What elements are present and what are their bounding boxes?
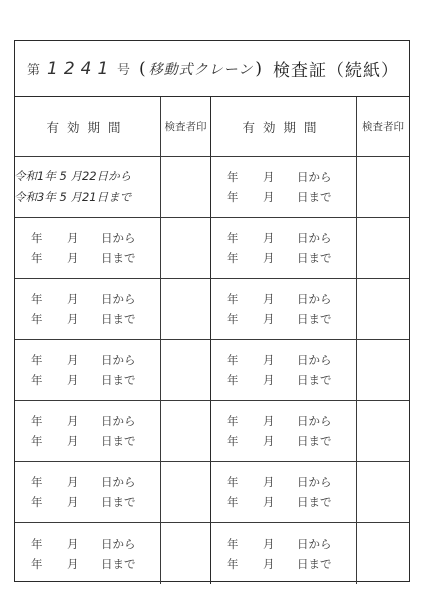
month-unit: 月 <box>263 231 275 245</box>
from-unit: 日から <box>101 353 136 367</box>
from-unit: 日から <box>297 231 332 245</box>
month-unit: 月 <box>67 231 79 245</box>
period-cell-left-6 <box>15 462 161 523</box>
until-unit: 日まで <box>101 251 136 265</box>
stamp-cell-right-4 <box>357 340 409 401</box>
year-unit: 年 <box>227 373 239 387</box>
month-unit: 月 <box>67 414 79 428</box>
until-date-line <box>227 370 356 390</box>
year-unit: 年 <box>31 536 43 551</box>
until-date-line <box>227 554 356 574</box>
month-unit: 月 <box>263 312 275 326</box>
period-cell-right-1 <box>211 157 357 218</box>
month-unit: 月 <box>263 292 275 306</box>
stamp-column-header-right: 検査者印 <box>357 97 409 157</box>
period-cell-right-3 <box>211 279 357 340</box>
year-unit: 年 <box>227 170 239 184</box>
until-date-line <box>31 248 160 268</box>
inspection-certificate-continuation-sheet <box>14 40 410 582</box>
month-unit: 月 <box>67 495 79 509</box>
from-unit: 日から <box>297 353 332 367</box>
until-unit: 日まで <box>101 495 136 509</box>
year-unit: 年 <box>227 495 239 509</box>
month-unit: 月 <box>67 373 79 387</box>
validity-grid <box>15 97 409 583</box>
month-unit: 月 <box>67 475 79 489</box>
year-unit: 年 <box>227 475 239 489</box>
until-date-line <box>31 309 160 329</box>
month-unit: 月 <box>67 434 79 448</box>
year-unit: 年 <box>227 414 239 428</box>
from-unit: 日から <box>297 475 332 489</box>
month-unit: 月 <box>263 170 275 184</box>
until-date-line <box>227 309 356 329</box>
stamp-cell-right-2 <box>357 218 409 279</box>
stamp-cell-left-5 <box>161 401 211 462</box>
stamp-cell-right-7 <box>357 523 409 584</box>
year-unit: 年 <box>227 231 239 245</box>
from-unit: 日から <box>297 414 332 428</box>
year-unit: 年 <box>31 373 43 387</box>
until-date-line <box>227 492 356 512</box>
number-suffix: 号 <box>117 63 132 78</box>
month-unit: 月 <box>263 434 275 448</box>
year-unit: 年 <box>227 190 239 204</box>
until-date-line <box>227 187 356 207</box>
until-unit: 日まで <box>101 556 136 571</box>
month-unit: 月 <box>263 190 275 204</box>
from-unit: 日から <box>297 536 332 551</box>
year-unit: 年 <box>31 495 43 509</box>
month-unit: 月 <box>263 353 275 367</box>
until-unit: 日まで <box>101 434 136 448</box>
year-unit: 年 <box>31 231 43 245</box>
until-date-line <box>31 492 160 512</box>
stamp-cell-left-4 <box>161 340 211 401</box>
sheet-title: 検査証（続紙） <box>273 61 400 81</box>
from-unit: 日から <box>101 475 136 489</box>
until-unit: 日まで <box>297 312 332 326</box>
year-unit: 年 <box>31 251 43 265</box>
until-date-line <box>31 370 160 390</box>
from-date-line <box>227 534 356 554</box>
from-date-line <box>227 350 356 370</box>
stamp-cell-left-2 <box>161 218 211 279</box>
month-unit: 月 <box>263 414 275 428</box>
from-date-line <box>31 289 160 309</box>
paren-open: ( <box>139 58 147 79</box>
period-cell-left-1 <box>15 157 161 218</box>
period-cell-right-2 <box>211 218 357 279</box>
from-date-line <box>227 167 356 187</box>
period-cell-right-5 <box>211 401 357 462</box>
year-unit: 年 <box>227 353 239 367</box>
year-unit: 年 <box>31 312 43 326</box>
from-date-line <box>227 289 356 309</box>
month-unit: 月 <box>67 312 79 326</box>
until-unit: 日まで <box>297 190 332 204</box>
year-unit: 年 <box>31 556 43 571</box>
period-cell-left-5 <box>15 401 161 462</box>
until-unit: 日まで <box>101 373 136 387</box>
period-cell-right-6 <box>211 462 357 523</box>
month-unit: 月 <box>263 556 275 571</box>
from-unit: 日から <box>101 292 136 306</box>
sheet-header <box>15 41 409 97</box>
until-unit: 日まで <box>297 556 332 571</box>
from-date-line <box>227 472 356 492</box>
until-unit: 日まで <box>297 373 332 387</box>
month-unit: 月 <box>263 475 275 489</box>
month-unit: 月 <box>263 495 275 509</box>
stamp-cell-left-3 <box>161 279 211 340</box>
until-date-line <box>227 431 356 451</box>
until-unit: 日まで <box>297 495 332 509</box>
year-unit: 年 <box>227 312 239 326</box>
from-unit: 日から <box>101 414 136 428</box>
stamp-cell-right-5 <box>357 401 409 462</box>
year-unit: 年 <box>31 434 43 448</box>
from-unit: 日から <box>101 231 136 245</box>
year-unit: 年 <box>31 475 43 489</box>
number-prefix: 第 <box>27 63 42 78</box>
stamp-cell-left-1 <box>161 157 211 218</box>
until-date-line <box>31 431 160 451</box>
month-unit: 月 <box>67 353 79 367</box>
month-unit: 月 <box>67 292 79 306</box>
from-unit: 日から <box>297 292 332 306</box>
year-unit: 年 <box>31 353 43 367</box>
from-unit: 日から <box>297 170 332 184</box>
from-unit: 日から <box>101 536 136 551</box>
stamp-cell-right-1 <box>357 157 409 218</box>
stamp-cell-right-3 <box>357 279 409 340</box>
handwritten-from-date: 令和1年 5 月22日から <box>14 169 132 183</box>
period-cell-left-4 <box>15 340 161 401</box>
until-unit: 日まで <box>297 434 332 448</box>
from-date-line <box>31 472 160 492</box>
until-date-line <box>31 554 160 574</box>
month-unit: 月 <box>263 536 275 551</box>
from-date-line <box>31 350 160 370</box>
month-unit: 月 <box>67 536 79 551</box>
stamp-column-header-left: 検査者印 <box>161 97 211 157</box>
period-cell-left-2 <box>15 218 161 279</box>
year-unit: 年 <box>31 292 43 306</box>
from-date-line <box>31 228 160 248</box>
from-date-line <box>227 411 356 431</box>
period-cell-right-4 <box>211 340 357 401</box>
year-unit: 年 <box>227 556 239 571</box>
until-unit: 日まで <box>101 312 136 326</box>
year-unit: 年 <box>227 536 239 551</box>
from-date-line <box>227 228 356 248</box>
handwritten-until-date: 令和3年 5 月21日まで <box>14 190 132 204</box>
certificate-number: 1241 <box>47 58 115 79</box>
period-cell-left-7 <box>15 523 161 584</box>
stamp-cell-left-7 <box>161 523 211 584</box>
from-date-line <box>31 534 160 554</box>
until-date-line <box>227 248 356 268</box>
month-unit: 月 <box>263 251 275 265</box>
month-unit: 月 <box>67 556 79 571</box>
month-unit: 月 <box>67 251 79 265</box>
paren-close: ) <box>255 58 264 79</box>
period-column-header-left: 有効期間 <box>15 97 161 157</box>
year-unit: 年 <box>31 414 43 428</box>
stamp-cell-left-6 <box>161 462 211 523</box>
from-date-line <box>31 411 160 431</box>
period-column-header-right: 有効期間 <box>211 97 357 157</box>
period-cell-right-7 <box>211 523 357 584</box>
month-unit: 月 <box>263 373 275 387</box>
until-unit: 日まで <box>297 251 332 265</box>
year-unit: 年 <box>227 251 239 265</box>
machine-type: 移動式クレーン <box>148 61 254 78</box>
year-unit: 年 <box>227 292 239 306</box>
stamp-cell-right-6 <box>357 462 409 523</box>
year-unit: 年 <box>227 434 239 448</box>
period-cell-left-3 <box>15 279 161 340</box>
